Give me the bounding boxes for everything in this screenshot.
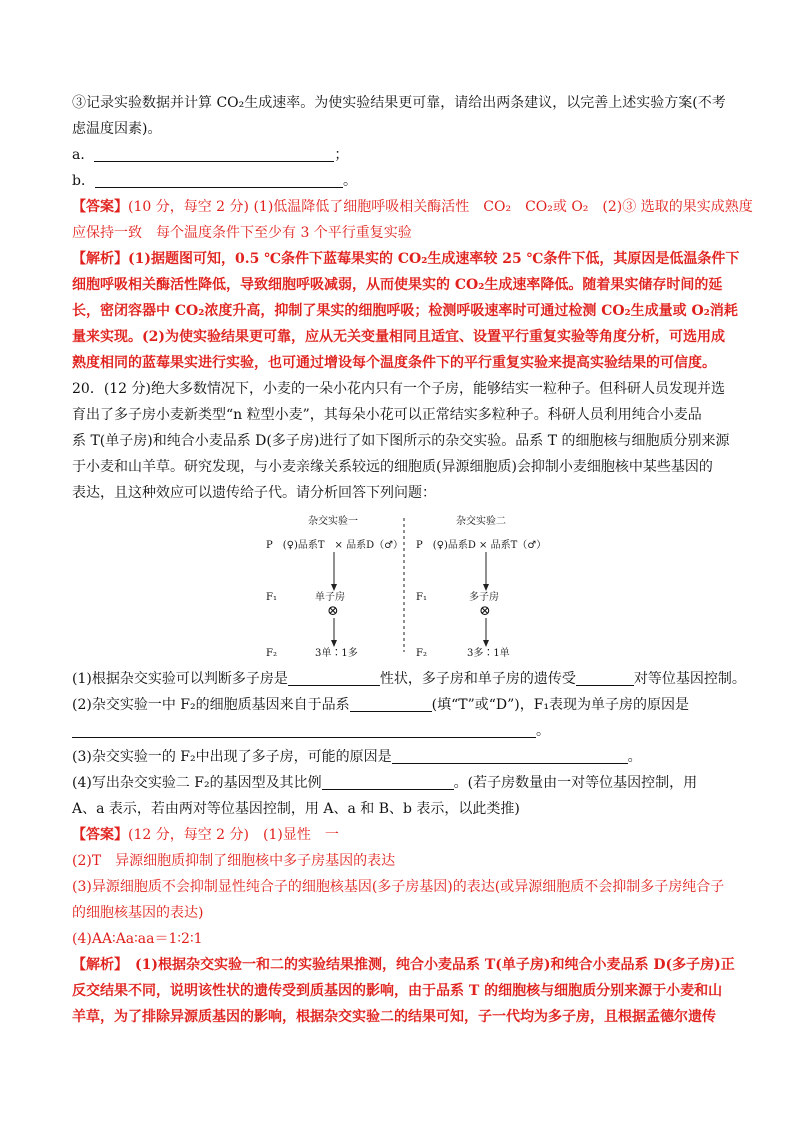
q2-text-b: (填“T”或“D”)，F₁表现为单子房的原因是: [431, 697, 690, 713]
q3-text-a: (3)杂交实验一的 F₂中出现了多子房，可能的原因是: [72, 749, 392, 765]
q19-blank-a: [72, 142, 732, 168]
blank-b-end: 。: [342, 173, 357, 189]
q2-text-a: (2)杂交实验一中 F₂的细胞质基因来自于品系: [72, 697, 350, 713]
exp2-arrowhead-1: [483, 584, 489, 591]
blank-b-line: [95, 171, 343, 188]
q19-text-line-2: 虑温度因素)。: [72, 121, 162, 137]
blank-b-label: b．: [72, 173, 95, 189]
exp1-arrowhead-1: [331, 584, 337, 591]
q20-text-line-4: 于小麦和山羊草。研究发现，与小麦亲缘关系较远的细胞质(异源细胞质)会抑制小麦细胞核中某些基因的: [72, 459, 713, 475]
q20-text-line-1: 20．(12 分)绝大多数情况下，小麦的一朵小花内只有一个子房，能够结实一粒种子。但科研人员发现并选: [72, 381, 726, 397]
q3-blank: [392, 747, 628, 764]
blank-a-label: a．: [72, 147, 95, 163]
analysis-tag: 【解析】: [72, 957, 121, 973]
exp2-arrowhead-2: [483, 640, 489, 647]
q19-answer-line-2: 应保持一致 每个温度条件下至少有 3 个平行重复实验: [72, 225, 412, 241]
diagram-lines: [72, 512, 732, 662]
exp2-selfing-symbol: ⊗: [479, 603, 491, 619]
q1-text-c: 对等位基因控制。: [633, 671, 746, 687]
q20-analysis-line-3: 羊草，为了排除异源质基因的影响，根据杂交实验二的结果可知，子一代均为多子房，且根据孟德尔遗传: [72, 1009, 716, 1025]
q2-blank-2: [72, 721, 536, 738]
q4-text-a: (4)写出杂交实验二 F₂的基因型及其比例: [72, 775, 322, 791]
question-1: [72, 666, 746, 692]
exp1-selfing-symbol: ⊗: [327, 603, 339, 619]
exp2-f1-label: F₁: [416, 592, 427, 603]
exp1-f2-label: F₂: [266, 648, 277, 659]
analysis-tag: 【解析】: [72, 251, 128, 267]
answer-text: (10 分，每空 2 分) (1)低温降低了细胞呼吸相关酶活性 CO₂ CO₂或 O₂ (2)③ 选取的果实成熟度: [128, 199, 753, 215]
exp1-f1-label: F₁: [266, 592, 277, 603]
answer-text: (12 分，每空 2 分) (1)显性 一: [128, 827, 339, 843]
q19-analysis-line-1: [72, 246, 740, 272]
q19-analysis-line-4: 量来实现。(2)为使实验结果更可靠，应从无关变量相同且适宜、设置平行重复实验等角度分析，可选用成: [72, 329, 725, 345]
q2-blank-1: [350, 695, 432, 712]
question-4: [72, 770, 732, 796]
answer-tag: 【答案】: [72, 827, 128, 843]
cross-experiment-diagram: [72, 512, 732, 662]
q1-blank-2: [576, 669, 634, 686]
analysis-text: (1)根据杂交实验一和二的实验结果推测，纯合小麦品系 T(单子房)和纯合小麦品系 D(多子房)正: [121, 957, 735, 973]
analysis-text: (1)据题图可知，0.5 ℃条件下蓝莓果实的 CO₂生成速率较 25 ℃条件下低，其原因是低温条件下: [128, 251, 740, 267]
q20-answer-line-4: 的细胞核基因的表达): [72, 905, 204, 921]
q4-blank: [322, 773, 454, 790]
blank-a-line: [94, 145, 334, 162]
q19-text-line-1: ③记录实验数据并计算 CO₂生成速率。为使实验结果更可靠，请给出两条建议，以完善上述实验方案(不考: [72, 95, 726, 111]
q20-text-line-2: 育出了多子房小麦新类型“n 粒型小麦”，其每朵小花可以正常结实多粒种子。科研人员利用纯合小麦品: [72, 407, 702, 423]
question-2: [72, 692, 732, 718]
exp1-title: 杂交实验一: [308, 516, 358, 527]
exp1-f1-phenotype: 单子房: [315, 592, 345, 603]
question-2-blank-line: [72, 718, 732, 744]
q1-blank-1: [288, 669, 380, 686]
q19-blank-b: [72, 168, 732, 194]
q20-text-line-3: 系 T(单子房)和纯合小麦品系 D(多子房)进行了如下图所示的杂交实验。品系 T 的细胞核与细胞质分别来源: [72, 433, 730, 449]
exp2-f2-label: F₂: [416, 648, 427, 659]
exp1-parents: P (♀)品系T × 品系D（♂）: [266, 540, 404, 551]
blank-a-end: ；: [334, 147, 349, 163]
q19-answer-line-1: [72, 194, 753, 220]
exp2-parents: P (♀)品系D × 品系T（♂）: [416, 540, 547, 551]
q19-analysis-line-3: 长，密闭容器中 CO₂浓度升高，抑制了果实的细胞呼吸；检测呼吸速率时可通过检测 CO₂生成量或 O₂消耗: [72, 303, 738, 319]
exp1-arrowhead-2: [331, 640, 337, 647]
exp2-f1-phenotype: 多子房: [469, 592, 499, 603]
q20-analysis-line-2: 反交结果不同，说明该性状的遗传受到质基因的影响，由于品系 T 的细胞核与细胞质分别来源于小麦和山: [72, 983, 723, 999]
q20-analysis-line-1: [72, 952, 735, 978]
q20-answer-line-3: (3)异源细胞质不会抑制显性纯合子的细胞核基因(多子房基因)的表达(或异源细胞质不会抑制多子房纯合子: [72, 879, 725, 895]
exp2-f2-ratio: 3多∶1单: [467, 648, 510, 659]
q19-analysis-line-5: 熟度相同的蓝莓果实进行实验，也可通过增设每个温度条件下的平行重复实验来提高实验结果的可信度。: [72, 355, 716, 371]
q1-text-a: (1)根据杂交实验可以判断多子房是: [72, 671, 288, 687]
exp1-f2-ratio: 3单∶1多: [315, 648, 358, 659]
q20-text-line-5: 表达，且这种效应可以遗传给子代。请分析回答下列问题：: [72, 485, 436, 501]
q1-text-b: 性状，多子房和单子房的遗传受: [379, 671, 576, 687]
exp2-title: 杂交实验二: [456, 516, 506, 527]
question-3: [72, 744, 732, 770]
document-page: [72, 90, 753, 1030]
q4-text-b: 。(若子房数量由一对等位基因控制，用: [453, 775, 698, 791]
q2-end: 。: [536, 723, 550, 739]
q20-answer-line-1: [72, 822, 732, 848]
q20-answer-line-2: (2)T 异源细胞质抑制了细胞核中多子房基因的表达: [72, 853, 396, 869]
question-4-line-2: A、a 表示，若由两对等位基因控制，用 A、a 和 B、b 表示，以此类推): [72, 801, 520, 817]
q19-analysis-line-2: 细胞呼吸相关酶活性降低，导致细胞呼吸减弱，从而使果实的 CO₂生成速率降低。随着果实储存时间的延: [72, 277, 723, 293]
q20-answer-line-5: (4)AA∶Aa∶aa＝1∶2∶1: [72, 931, 203, 947]
answer-tag: 【答案】: [72, 199, 128, 215]
q3-end: 。: [627, 749, 642, 765]
